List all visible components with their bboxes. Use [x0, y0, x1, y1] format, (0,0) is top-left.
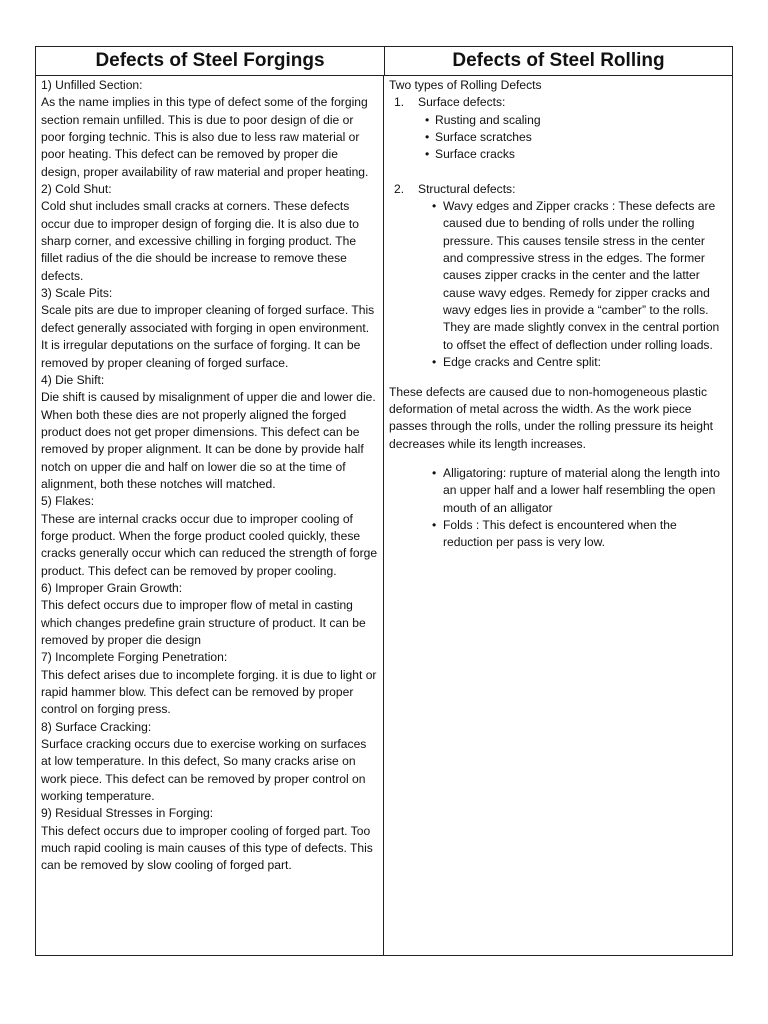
list-number: 2. [394, 181, 405, 196]
defect-title: 7) Incomplete Forging Penetration: [41, 650, 228, 665]
list-item-text: Wavy edges and Zipper cracks : These defects are caused due to bending of rolls under the rolling pressure. This causes tensile stress in the center and compressive stress in the edges. The former causes zipper cracks in the center and the latter cause wavy edges. Remedy for zipper cracks and wavy edges lies in provide a “camber” to the rolls. They are made slightly convex in the central portion to offset the effect of deflection under rolling loads. [443, 199, 720, 352]
bullet-icon: • [432, 199, 437, 214]
defects-table [35, 46, 733, 956]
forgings-column [36, 76, 384, 955]
structural-defects-list [389, 198, 727, 371]
bullet-icon: • [432, 466, 437, 481]
list-item-text: Surface scratches [435, 130, 532, 145]
list-item-text: Alligatoring: rupture of material along the length into an upper half and a lower half resembling the open mouth of an alligator [443, 466, 720, 515]
structural-defects-list-cont [389, 465, 727, 552]
defect-title: 3) Scale Pits: [41, 286, 113, 301]
forging-defect-1 [41, 77, 378, 181]
defect-text: These are internal cracks occur due to improper cooling of forge product. When the forge product cooled quickly, these cracks generally occur which can reduced the strength of forge product. This defect can be removed by proper cooling. [41, 511, 378, 578]
list-item-detail: These defects are caused due to non-homogeneous plastic deformation of metal across the width. As the work piece passes through the rolls, under the rolling pressure its height decreases while its length increases. [389, 384, 714, 451]
bullet-icon: • [425, 130, 430, 145]
surface-defects-section [389, 94, 727, 111]
bullet-icon: • [432, 518, 437, 533]
defect-text: Surface cracking occurs due to exercise working on surfaces at low temperature. In this defect, So many cracks arise on work piece. This defect can be removed by proper control on working temperature. [41, 737, 367, 804]
surface-defects-list [389, 112, 727, 164]
rolling-intro: Two types of Rolling Defects [389, 78, 542, 92]
surface-defects-title: Surface defects: [418, 95, 506, 110]
defect-title: 6) Improper Grain Growth: [41, 580, 183, 595]
defect-text: This defect arises due to incomplete forging. it is due to light or rapid hammer blow. This defect can be removed by proper control on forging press. [41, 667, 377, 717]
list-item [389, 517, 727, 552]
bullet-icon: • [432, 355, 437, 370]
forging-defect-6 [41, 580, 378, 649]
spacer [389, 164, 727, 181]
defect-text: As the name implies in this type of defect some of the forging section remain unfilled. This is due to poor design of die or poor forging technic. This is also due to less raw material or poor heating. This defect can be removed by proper die design, proper availability of raw material and proper heating. [41, 95, 369, 179]
defect-text: This defect occurs due to improper flow of metal in casting which changes predefine grain structure of product. It can be removed by proper die design [41, 598, 366, 647]
defect-title: 2) Cold Shut: [41, 182, 112, 197]
defect-text: Scale pits are due to improper cleaning of forged surface. This defect generally associated with forging in open environment. It is irregular deputations on the surface of forging. It can be removed by proper cleaning of forged surface. [41, 303, 375, 370]
defect-text: Cold shut includes small cracks at corners. These defects occur due to improper design of forging die. It is also due to sharp corner, and excessive chilling in forging product. The fillet radius of the die should be increase to remove these defects. [41, 199, 359, 283]
bullet-icon: • [425, 147, 430, 162]
rolling-heading: Defects of Steel Rolling [452, 50, 665, 71]
defect-text: This defect occurs due to improper cooling of forged part. Too much rapid cooling is main causes of this type of defects. This can be removed by slow cooling of forged part. [41, 823, 373, 873]
list-item [389, 129, 727, 146]
forging-defect-5 [41, 493, 378, 580]
structural-defects-section [389, 181, 727, 198]
list-item [389, 354, 727, 371]
defect-title: 5) Flakes: [41, 494, 95, 509]
forging-defect-8 [41, 719, 378, 806]
list-item [389, 198, 727, 354]
defect-title: 8) Surface Cracking: [41, 719, 152, 734]
forging-defect-2 [41, 181, 378, 285]
rolling-column [384, 76, 732, 955]
bullet-icon: • [425, 112, 430, 127]
list-item [389, 112, 727, 129]
forging-defect-9 [41, 805, 378, 874]
table-header [36, 47, 732, 76]
list-number: 1. [394, 95, 405, 110]
list-item-text: Rusting and scaling [435, 112, 541, 127]
forging-defect-4 [41, 372, 378, 493]
list-item-text: Folds : This defect is encountered when the reduction per pass is very low. [443, 518, 677, 550]
defect-title: 9) Residual Stresses in Forging: [41, 806, 214, 821]
defect-text: Die shift is caused by misalignment of upper die and lower die. When both these dies are not properly aligned the forged product does not get proper dimensions. This defect can be removed by proper alignment. It can be done by provide half notch on upper die and half on lower die so at the time of alignment, both these notches will matched. [41, 390, 376, 491]
defect-title: 1) Unfilled Section: [41, 78, 143, 92]
forgings-heading: Defects of Steel Forgings [36, 47, 385, 75]
structural-defects-title: Structural defects: [418, 181, 516, 196]
table-body [36, 76, 732, 955]
forging-defect-7 [41, 649, 378, 718]
defect-title: 4) Die Shift: [41, 372, 105, 387]
list-item [389, 146, 727, 163]
forging-defect-3 [41, 285, 378, 372]
list-item [389, 465, 727, 517]
list-item-text: Surface cracks [435, 147, 515, 162]
list-item-text: Edge cracks and Centre split: [443, 355, 601, 370]
